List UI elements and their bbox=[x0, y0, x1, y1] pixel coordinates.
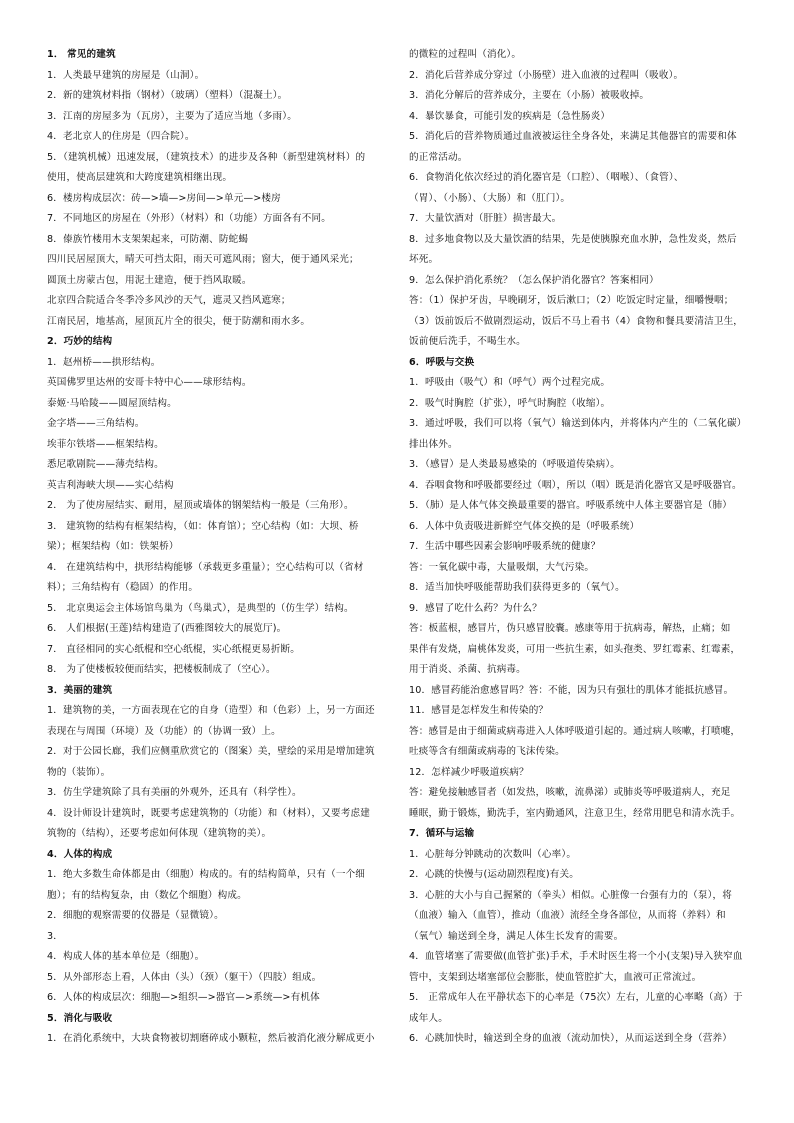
text-line: 2．细胞的观察需要的仪器是（显微镜）。 bbox=[47, 910, 224, 921]
text-line: 5．（建筑机械）迅速发展，（建筑技术）的进步及各种（新型建筑材料）的 bbox=[47, 151, 366, 163]
text-line: 用于消炎、杀菌、抗病毒。 bbox=[409, 664, 526, 675]
text-line: 2． 为了使房屋结实、耐用，屋顶或墙体的钢架结构一般是（三角形）。 bbox=[47, 500, 354, 511]
text-line: 4．吞咽食物和呼吸都要经过（咽），所以（咽）既是消化器官又是呼吸器官。 bbox=[409, 479, 742, 491]
text-line: 4．血管堵塞了需要做(血管扩张)手术，手术时医生将一个小(支架)导入狭窄血 bbox=[409, 951, 743, 962]
text-line: 7．生活中哪些因素会影响呼吸系统的健康？ bbox=[409, 541, 601, 552]
text-line: 答：避免接触感冒者（如发热，咳嗽，流鼻涕）或肺炎等呼吸道病人，充足 bbox=[409, 787, 731, 798]
text-line: 5．（肺）是人体气体交换最重要的器官。呼吸系统中人体主要器官是（肺） bbox=[409, 500, 732, 511]
text-line: 使用，使高层建筑和大跨度建筑相继出现。 bbox=[47, 172, 233, 183]
section-heading: 3．美丽的建筑 bbox=[47, 684, 113, 696]
text-line: 四川民居屋顶大，晴天可挡太阳，雨天可遮风雨；窗大，便于通风采光； bbox=[47, 254, 359, 265]
text-line: 1．在消化系统中，大块食物被切割磨碎成小颗粒，然后被消化液分解成更小 bbox=[47, 1033, 375, 1044]
text-line: 2．新的建筑材料指（钢材）（玻璃）（塑料）（混凝土）。 bbox=[47, 90, 288, 101]
text-line: 11．感冒是怎样发生和传染的？ bbox=[409, 705, 549, 716]
text-line: 1．赵州桥——拱形结构。 bbox=[47, 356, 161, 368]
text-line: 悉尼歌剧院——薄壳结构。 bbox=[47, 459, 164, 470]
text-line: 埃菲尔铁塔——框架结构。 bbox=[47, 438, 164, 450]
text-line: 胞）；有的结构复杂，由（数亿个细胞）构成。 bbox=[47, 889, 247, 901]
text-line: 8．傣族竹楼用木支架架起来，可防潮、防蛇蝎 bbox=[47, 233, 249, 245]
text-line: 1．人类最早建筑的房屋是（山洞）。 bbox=[47, 69, 205, 81]
text-line: 北京四合院适合冬季冷多风沙的天气，遮灵又挡风遮寒； bbox=[47, 295, 291, 306]
text-line: 睡眠，勤于锻炼，勤洗手，室内勤通风，注意卫生，经常用肥皂和清水洗手。 bbox=[409, 807, 741, 819]
text-line: （胃）、（小肠）、（大肠）和（肛门）。 bbox=[409, 192, 571, 204]
text-line: 1．建筑物的美，一方面表现在它的自身（造型）和（色彩）上，另一方面还 bbox=[47, 705, 375, 716]
text-line: 4．老北京人的住房是（四合院）。 bbox=[47, 131, 195, 142]
left-column bbox=[47, 45, 388, 1050]
text-line: 6． 人们根据(王莲)结构建造了(西雅图较大的展览厅)。 bbox=[47, 623, 287, 634]
text-line: 2．对于公园长廊，我们应侧重欣赏它的（图案）美，壁绘的采用是增加建筑 bbox=[47, 746, 375, 757]
text-line: 英吉利海峡大坝——实心结构 bbox=[47, 479, 174, 491]
text-line: 3．仿生学建筑除了具有美丽的外观外，还具有（科学性）。 bbox=[47, 787, 302, 798]
text-line: 1．呼吸由（吸气）和（呼气）两个过程完成。 bbox=[409, 377, 611, 388]
text-line: 7． 直径相同的实心纸棍和空心纸棍，实心纸棍更易折断。 bbox=[47, 643, 301, 655]
text-line: 金字塔——三角结构。 bbox=[47, 418, 145, 429]
text-line: 2．吸气时胸腔（扩张），呼气时胸腔（收缩）。 bbox=[409, 397, 611, 409]
text-line: 表现在与周围（环境）及（功能）的（协调一致）上。 bbox=[47, 725, 281, 737]
text-line: 3．通过呼吸，我们可以将（氧气）输送到体内，并将体内产生的（二氧化碳） bbox=[409, 418, 747, 429]
text-line: 6．心跳加快时，输送到全身的血液（流动加快），从而运送到全身（营养） bbox=[409, 1033, 732, 1044]
section-heading: 6．呼吸与交换 bbox=[409, 356, 475, 368]
text-line: 8．适当加快呼吸能帮助我们获得更多的（氧气）。 bbox=[409, 582, 625, 593]
text-line: 圆顶土房蒙古包，用泥土建造，便于挡风取暖。 bbox=[47, 274, 252, 286]
text-line: 饭前便后洗手，不喝生水。 bbox=[409, 336, 526, 347]
text-line: 吐痰等含有细菌或病毒的飞沫传染。 bbox=[409, 746, 565, 757]
text-line: 6．人体中负责吸进新鲜空气体交换的是（呼吸系统） bbox=[409, 520, 640, 532]
text-line: 答：板蓝根，感冒片，伪只感冒胶囊。感康等用于抗病毒，解热，止痛；如 bbox=[409, 623, 731, 634]
text-line: 8． 为了使楼板较便而结实，把楼板制成了（空心）。 bbox=[47, 664, 276, 675]
right-column bbox=[409, 45, 750, 1050]
text-line: 答：感冒是由于细菌或病毒进入人体呼吸道引起的。通过病人咳嗽，打喷嚏， bbox=[409, 725, 741, 737]
text-line: 梁）；框架结构（如：铁架桥） bbox=[47, 541, 179, 552]
text-line: 6．人体的构成层次：细胞—>组织—>器官—>系统—>有机体 bbox=[47, 992, 320, 1003]
text-line: （血液）输入（血管），推动（血液）流经全身各部位，从而将（养料）和 bbox=[409, 910, 726, 921]
text-line: 8．过多地食物以及大量饮酒的结果，先是使胰腺充血水肿，急性发炎，然后 bbox=[409, 233, 737, 245]
text-line: 5． 北京奥运会主体场馆鸟巢为（鸟巢式），是典型的（仿生学）结构。 bbox=[47, 602, 354, 614]
text-line: 的正常活动。 bbox=[409, 151, 468, 163]
text-line: 4．构成人体的基本单位是（细胞）。 bbox=[47, 951, 205, 962]
text-line: 6．食物消化依次经过的消化器官是（口腔）、（咽喉）、（食管）、 bbox=[409, 172, 684, 183]
text-line: 6．楼房构成层次：砖—>墙—>房间—>单元—>楼房 bbox=[47, 192, 281, 204]
text-line: 坏死。 bbox=[409, 254, 439, 265]
text-line: 9．感冒了吃什么药？为什么？ bbox=[409, 602, 542, 614]
text-line: 7．不同地区的房屋在（外形）（材料）和（功能）方面各有不同。 bbox=[47, 213, 332, 224]
text-line: （氧气）输送到全身，满足人体生长发育的需要。 bbox=[409, 930, 624, 942]
text-line: 5．从外部形态上看，人体由（头）（颈）（躯干）（四肢）组成。 bbox=[47, 971, 322, 983]
section-heading: 1． 常见的建筑 bbox=[47, 49, 116, 60]
text-line: 3． 建筑物的结构有框架结构，（如：体育馆）；空心结构（如：大坝、桥 bbox=[47, 520, 359, 532]
text-line: 管中，支架到达堵塞部位会膨胀，使血管腔扩大，血液可正常流过。 bbox=[409, 971, 702, 983]
text-line: 英国佛罗里达州的安哥卡特中心——球形结构。 bbox=[47, 377, 252, 388]
text-line: 筑物的（结构），还要考虑如何体现（建筑物的美）。 bbox=[47, 828, 272, 839]
text-line: 成年人。 bbox=[409, 1012, 448, 1024]
text-line: 3．消化分解后的营养成分，主要在（小肠）被吸收掉。 bbox=[409, 90, 650, 101]
section-heading: 7．循环与运输 bbox=[409, 828, 475, 839]
section-heading: 5．消化与吸收 bbox=[47, 1012, 113, 1024]
text-line: 2．消化后营养成分穿过（小肠壁）进入血液的过程叫（吸收）。 bbox=[409, 69, 684, 81]
text-line: 4． 在建筑结构中，拱形结构能够（承载更多重量）；空心结构可以（省材 bbox=[47, 561, 364, 573]
text-line: 江南民居，地基高，屋顶瓦片全的很尖，便于防潮和雨水多。 bbox=[47, 315, 311, 327]
text-line: 泰姬·马哈陵——圆屋顶结构。 bbox=[47, 397, 177, 409]
text-line: 10．感冒药能治愈感冒吗？答：不能，因为只有强壮的肌体才能抵抗感冒。 bbox=[409, 684, 734, 696]
text-line: 5．消化后的营养物质通过血液被运往全身各处，来满足其他器官的需要和体 bbox=[409, 131, 737, 142]
text-line: 12．怎样减少呼吸道疾病？ bbox=[409, 766, 529, 778]
text-line: 3． bbox=[47, 930, 63, 942]
text-line: 7．大量饮酒对（肝脏）损害最大。 bbox=[409, 213, 562, 224]
section-heading: 2．巧妙的结构 bbox=[47, 336, 113, 347]
text-line: 答：一氧化碳中毒，大量吸烟，大气污染。 bbox=[409, 561, 595, 573]
text-line: 3．心脏的大小与自己握紧的（拳头）相似。心脏像一台强有力的（泵），将 bbox=[409, 889, 732, 901]
text-line: 5． 正常成年人在平静状态下的心率是（75次）左右，儿童的心率略（高）于 bbox=[409, 992, 743, 1003]
text-line: 物的（装饰）。 bbox=[47, 766, 111, 778]
text-line: 的微粒的过程叫（消化）。 bbox=[409, 49, 522, 60]
text-line: 4．暴饮暴食，可能引发的疾病是（急性肠炎） bbox=[409, 110, 611, 122]
text-line: 4．设计师设计建筑时，既要考虑建筑物的（功能）和（材料），又要考虑建 bbox=[47, 807, 370, 819]
text-line: 料）；三角结构有（稳固）的作用。 bbox=[47, 582, 199, 593]
section-heading: 4．人体的构成 bbox=[47, 848, 113, 860]
text-line: 2．心跳的快慢与(运动剧烈程度)有关。 bbox=[409, 869, 579, 880]
text-line: 排出体外。 bbox=[409, 438, 458, 450]
text-line: 3．江南的房屋多为（瓦房），主要为了适应当地（多雨）。 bbox=[47, 110, 297, 122]
text-line: 答：（1）保护牙齿，早晚刷牙，饭后漱口；（2）吃饭定时定量，细嚼慢咽； bbox=[409, 295, 734, 306]
text-line: 3．（感冒）是人类最易感染的（呼吸道传染病）。 bbox=[409, 459, 621, 470]
text-line: 果伴有发烧，扁桃体发炎，可用一些抗生素，如头孢类、罗红霉素、红霉素， bbox=[409, 643, 741, 655]
text-line: 1．心脏每分钟跳动的次数叫（心率）。 bbox=[409, 848, 577, 860]
text-line: 9．怎么保护消化系统？（怎么保护消化器官？答案相同） bbox=[409, 274, 659, 286]
text-line: 1．绝大多数生命体都是由（细胞）构成的。有的结构简单，只有（一个细 bbox=[47, 869, 366, 880]
text-line: （3）饭前饭后不做剧烈运动，饭后不马上看书（4）食物和餐具要清洁卫生， bbox=[409, 315, 744, 327]
